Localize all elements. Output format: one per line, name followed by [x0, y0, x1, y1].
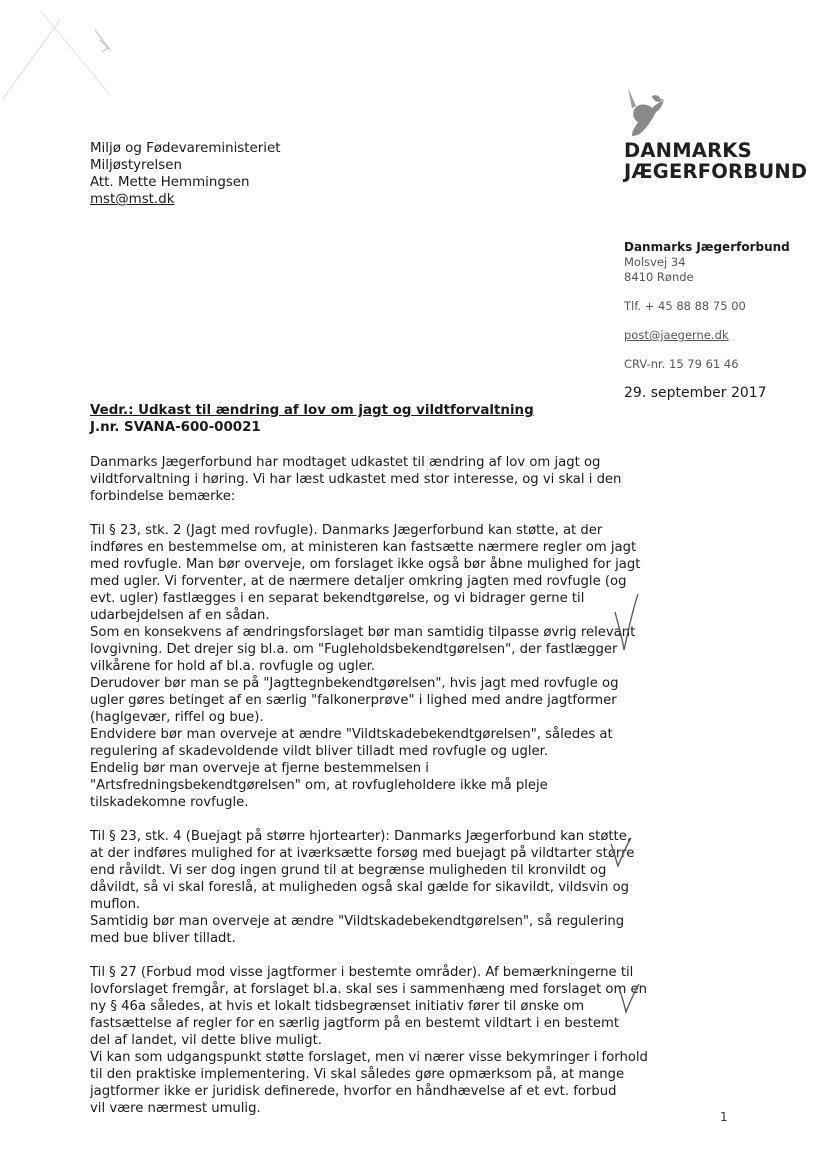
sender-contact	[624, 240, 790, 372]
body-line: Til § 27 (Forbud mod visse jagtformer i bestemte områder). Af bemærkningerne til	[90, 965, 634, 980]
recipient-line: Miljøstyrelsen	[90, 158, 182, 173]
subject-journal-number: J.nr. SVANA-600-00021	[90, 420, 261, 435]
body-paragraph	[90, 454, 622, 505]
body-line: evt. ugler) fastlægges i en separat bekendtgørelse, og vi bidrager gerne til	[90, 591, 585, 606]
body-line: Vi kan som udgangspunkt støtte forslaget, men vi nærer visse bekymringer i forhold	[90, 1050, 648, 1065]
recipient-address	[90, 140, 280, 208]
body-line: tilskadekomne rovfugle.	[90, 795, 249, 810]
logo-text-line: DANMARKS	[624, 139, 752, 162]
body-line: til den praktiske implementering. Vi skal således gøre opmærksom på, at mange	[90, 1067, 625, 1082]
letter-body	[90, 454, 648, 1134]
recipient-email-link[interactable]: mst@mst.dk	[90, 192, 175, 207]
body-line: at der indføres mulighed for at iværksætte forsøg med buejagt på vildtarter større	[90, 846, 635, 861]
body-line: muflon.	[90, 897, 141, 912]
sender-address-line: Molsvej 34	[624, 255, 686, 269]
duck-icon	[622, 86, 666, 138]
body-line: ny § 46a således, at hvis et lokalt tidsbegrænset initiativ fører til ønske om	[90, 999, 585, 1014]
page-number: 1	[720, 1110, 728, 1124]
body-line: lovforslaget fremgår, at forslaget bl.a. skal ses i sammenhæng med forslaget om en	[90, 982, 648, 997]
handwritten-check-mark	[608, 836, 634, 870]
sender-phone: Tlf. + 45 88 88 75 00	[624, 299, 746, 313]
body-line: Til § 23, stk. 4 (Buejagt på større hjortearter): Danmarks Jægerforbund kan støtte,	[90, 829, 632, 844]
letter-subject	[90, 402, 534, 436]
body-line: "Artsfredningsbekendtgørelsen" om, at rovfugleholdere ikke må pleje	[90, 778, 548, 793]
sender-address-line: 8410 Rønde	[624, 270, 694, 284]
body-line: end råvildt. Vi ser dog ingen grund til at begrænse muligheden til kronvildt og	[90, 863, 607, 878]
body-paragraph	[90, 828, 635, 947]
body-line: Danmarks Jægerforbund har modtaget udkastet til ændring af lov om jagt og	[90, 455, 601, 470]
logo-text-line: JÆGERFORBUND	[624, 160, 808, 183]
handwritten-check-mark	[612, 592, 642, 654]
body-line: udarbejdelsen af en sådan.	[90, 608, 270, 623]
sender-name: Danmarks Jægerforbund	[624, 240, 790, 254]
body-line: Endelig bør man overveje at fjerne bestemmelsen i	[90, 761, 429, 776]
body-line: forbindelse bemærke:	[90, 489, 236, 504]
body-paragraph	[90, 522, 641, 811]
body-line: del af landet, vil dette blive muligt.	[90, 1033, 322, 1048]
recipient-line: Att. Mette Hemmingsen	[90, 175, 250, 190]
body-line: med rovfugle. Man bør overveje, om forslaget ikke også bør åbne mulighed for jagt	[90, 557, 641, 572]
sender-email-link[interactable]: post@jaegerne.dk	[624, 328, 729, 342]
scan-corner-mark	[0, 0, 130, 130]
recipient-line: Miljø og Fødevareministeriet	[90, 141, 281, 156]
body-line: vildtforvaltning i høring. Vi har læst udkastet med stor interesse, og vi skal i den	[90, 472, 622, 487]
body-line: Til § 23, stk. 2 (Jagt med rovfugle). Danmarks Jægerforbund kan støtte, at der	[90, 523, 603, 538]
sender-cvr: CRV-nr. 15 79 61 46	[624, 357, 739, 371]
body-line: lovgivning. Det drejer sig bl.a. om "Fugleholdsbekendtgørelsen", der fastlægger	[90, 642, 618, 657]
body-line: med bue bliver tilladt.	[90, 931, 236, 946]
body-line: dåvildt, så vi skal foreslå, at muligheden også skal gælde for sikavildt, vildsvin og	[90, 880, 630, 895]
body-line: Endvidere bør man overveje at ændre "Vildtskadebekendtgørelsen", således at	[90, 727, 613, 742]
body-line: jagtformer ikke er juridisk definerede, hvorfor en håndhævelse af et evt. forbud	[90, 1084, 617, 1099]
body-line: Derudover bør man se på "Jagttegnbekendtgørelsen", hvis jagt med rovfugle og	[90, 676, 619, 691]
handwritten-check-mark	[616, 982, 642, 1016]
letter-date: 29. september 2017	[624, 385, 767, 401]
body-line: (haglgevær, riffel og bue).	[90, 710, 264, 725]
body-line: ugler gøres betinget af en særlig "falkonerprøve" i lighed med andre jagtformer	[90, 693, 617, 708]
body-paragraph	[90, 964, 648, 1117]
body-line: regulering af skadevoldende vildt bliver tilladt med rovfugle og ugler.	[90, 744, 549, 759]
subject-title: Vedr.: Udkast til ændring af lov om jagt og vildtforvaltning	[90, 403, 534, 418]
organization-logo	[624, 86, 824, 182]
body-line: vilkårene for hold af bl.a. rovfugle og ugler.	[90, 659, 375, 674]
body-line: indføres en bestemmelse om, at ministeren kan fastsætte nærmere regler om jagt	[90, 540, 637, 555]
body-line: Som en konsekvens af ændringsforslaget bør man samtidig tilpasse øvrig relevant	[90, 625, 636, 640]
body-line: Samtidig bør man overveje at ændre "Vildtskadebekendtgørelsen", så regulering	[90, 914, 625, 929]
body-line: vil være nærmest umulig.	[90, 1101, 261, 1116]
body-line: med ugler. Vi forventer, at de nærmere detaljer omkring jagten med rovfugle (og	[90, 574, 627, 589]
body-line: fastsættelse af regler for en særlig jagtform på en bestemt vildtart i en bestemt	[90, 1016, 620, 1031]
